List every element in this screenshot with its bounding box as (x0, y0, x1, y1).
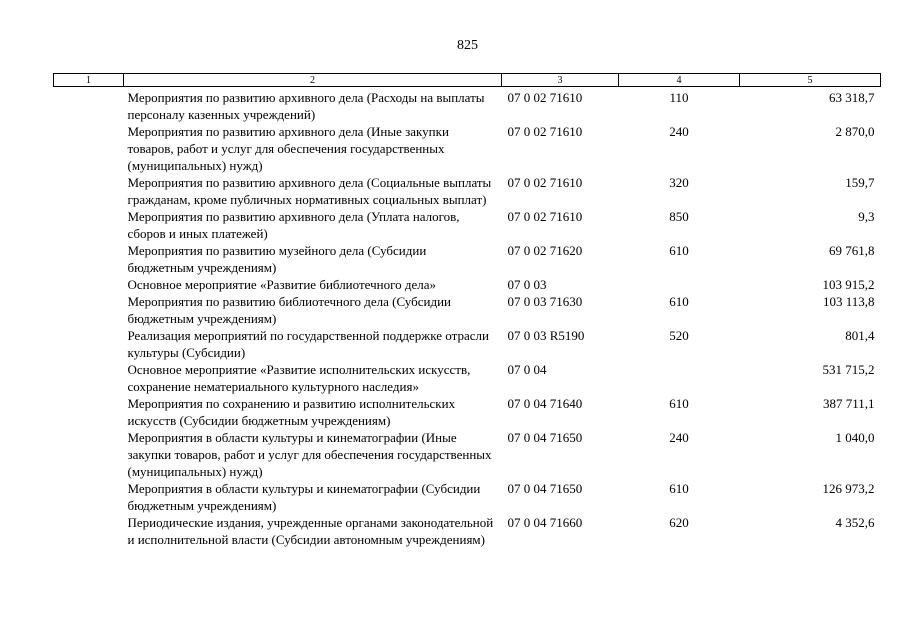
row-code: 07 0 02 71610 (507, 124, 583, 139)
row-name: Мероприятия по развитию музейного дела (Субсидии бюджетным учреждениям) (127, 243, 427, 275)
table-row (54, 293, 881, 327)
row-name: Реализация мероприятий по государственной поддержке отрасли культуры (Субсидии) (127, 328, 489, 360)
row-code: 07 0 02 71610 (507, 175, 583, 190)
row-name: Мероприятия по развитию архивного дела (Уплата налогов, сборов и иных платежей) (127, 209, 460, 241)
row-amount: 103 113,8 (822, 294, 875, 309)
row-name: Мероприятия в области культуры и кинематографии (Субсидии бюджетным учреждениям) (127, 481, 481, 513)
row-code: 07 0 02 71620 (507, 243, 583, 258)
table-row (54, 242, 881, 276)
row-code: 07 0 02 71610 (507, 90, 583, 105)
row-name: Основное мероприятие «Развитие библиотечного дела» (127, 277, 436, 292)
row-type: 610 (669, 294, 689, 309)
column-header-4: 4 (619, 74, 740, 87)
row-amount: 801,4 (845, 328, 875, 343)
row-code: 07 0 02 71610 (507, 209, 583, 224)
row-type: 110 (669, 90, 689, 105)
table-row (54, 429, 881, 480)
budget-table (53, 73, 881, 548)
row-blank-cell (54, 208, 124, 242)
row-code: 07 0 04 71650 (507, 430, 583, 445)
row-blank-cell (54, 293, 124, 327)
row-name: Мероприятия по развитию архивного дела (Иные закупки товаров, работ и услуг для обеспечения государственных (муниципальных) нужд) (127, 124, 449, 173)
row-name: Мероприятия по развитию архивного дела (Расходы на выплаты персоналу казенных учреждений) (127, 90, 485, 122)
table-row (54, 208, 881, 242)
row-code: 07 0 03 R5190 (507, 328, 585, 343)
row-amount: 531 715,2 (822, 362, 875, 377)
row-blank-cell (54, 361, 124, 395)
row-type: 620 (669, 515, 689, 530)
table-row (54, 480, 881, 514)
row-amount: 387 711,1 (822, 396, 875, 411)
row-name: Мероприятия по развитию архивного дела (Социальные выплаты гражданам, кроме публичных нормативных социальных выплат) (127, 175, 492, 207)
row-blank-cell (54, 514, 124, 548)
row-name: Мероприятия в области культуры и кинематографии (Иные закупки товаров, работ и услуг для обеспечения государственных (муниципальных) нужд) (127, 430, 492, 479)
column-header-5: 5 (740, 74, 881, 87)
row-name: Мероприятия по сохранению и развитию исполнительских искусств (Субсидии бюджетным учреждениям) (127, 396, 456, 428)
row-type (619, 276, 740, 293)
row-blank-cell (54, 429, 124, 480)
row-blank-cell (54, 480, 124, 514)
row-type: 610 (669, 396, 689, 411)
row-blank-cell (54, 174, 124, 208)
row-name: Периодические издания, учрежденные органами законодательной и исполнительной власти (Субсидии автономным учреждениям) (127, 515, 494, 547)
row-type: 610 (669, 243, 689, 258)
row-name: Мероприятия по развитию библиотечного дела (Субсидии бюджетным учреждениям) (127, 294, 452, 326)
row-type: 520 (669, 328, 689, 343)
row-type: 850 (669, 209, 689, 224)
row-type: 240 (669, 430, 689, 445)
row-blank-cell (54, 395, 124, 429)
row-blank-cell (54, 87, 124, 124)
row-blank-cell (54, 123, 124, 174)
table-row (54, 327, 881, 361)
row-amount: 63 318,7 (829, 90, 875, 105)
column-header-3: 3 (502, 74, 619, 87)
row-blank-cell (54, 327, 124, 361)
row-code: 07 0 04 71660 (507, 515, 583, 530)
row-type: 320 (669, 175, 689, 190)
page-number: 825 (457, 38, 478, 53)
table-row (54, 361, 881, 395)
row-code: 07 0 03 (507, 277, 547, 292)
row-code: 07 0 03 71630 (507, 294, 583, 309)
row-code: 07 0 04 71650 (507, 481, 583, 496)
row-code: 07 0 04 (507, 362, 547, 377)
row-amount: 103 915,2 (822, 277, 875, 292)
row-amount: 69 761,8 (829, 243, 875, 258)
column-header-1: 1 (54, 74, 124, 87)
row-type: 610 (669, 481, 689, 496)
table-row (54, 395, 881, 429)
row-amount: 1 040,0 (835, 430, 875, 445)
row-name: Основное мероприятие «Развитие исполнительских искусств, сохранение нематериального культурного наследия» (127, 362, 471, 394)
table-row (54, 87, 881, 124)
row-type: 240 (669, 124, 689, 139)
table-row (54, 174, 881, 208)
row-amount: 2 870,0 (835, 124, 875, 139)
row-blank-cell (54, 242, 124, 276)
row-blank-cell (54, 276, 124, 293)
table-row (54, 276, 881, 293)
table-row (54, 123, 881, 174)
row-amount: 159,7 (845, 175, 875, 190)
row-amount: 9,3 (858, 209, 875, 224)
row-amount: 4 352,6 (835, 515, 875, 530)
row-code: 07 0 04 71640 (507, 396, 583, 411)
table-row (54, 514, 881, 548)
column-number-header-row (54, 74, 881, 87)
column-header-2: 2 (124, 74, 502, 87)
row-amount: 126 973,2 (822, 481, 875, 496)
row-type (619, 361, 740, 395)
